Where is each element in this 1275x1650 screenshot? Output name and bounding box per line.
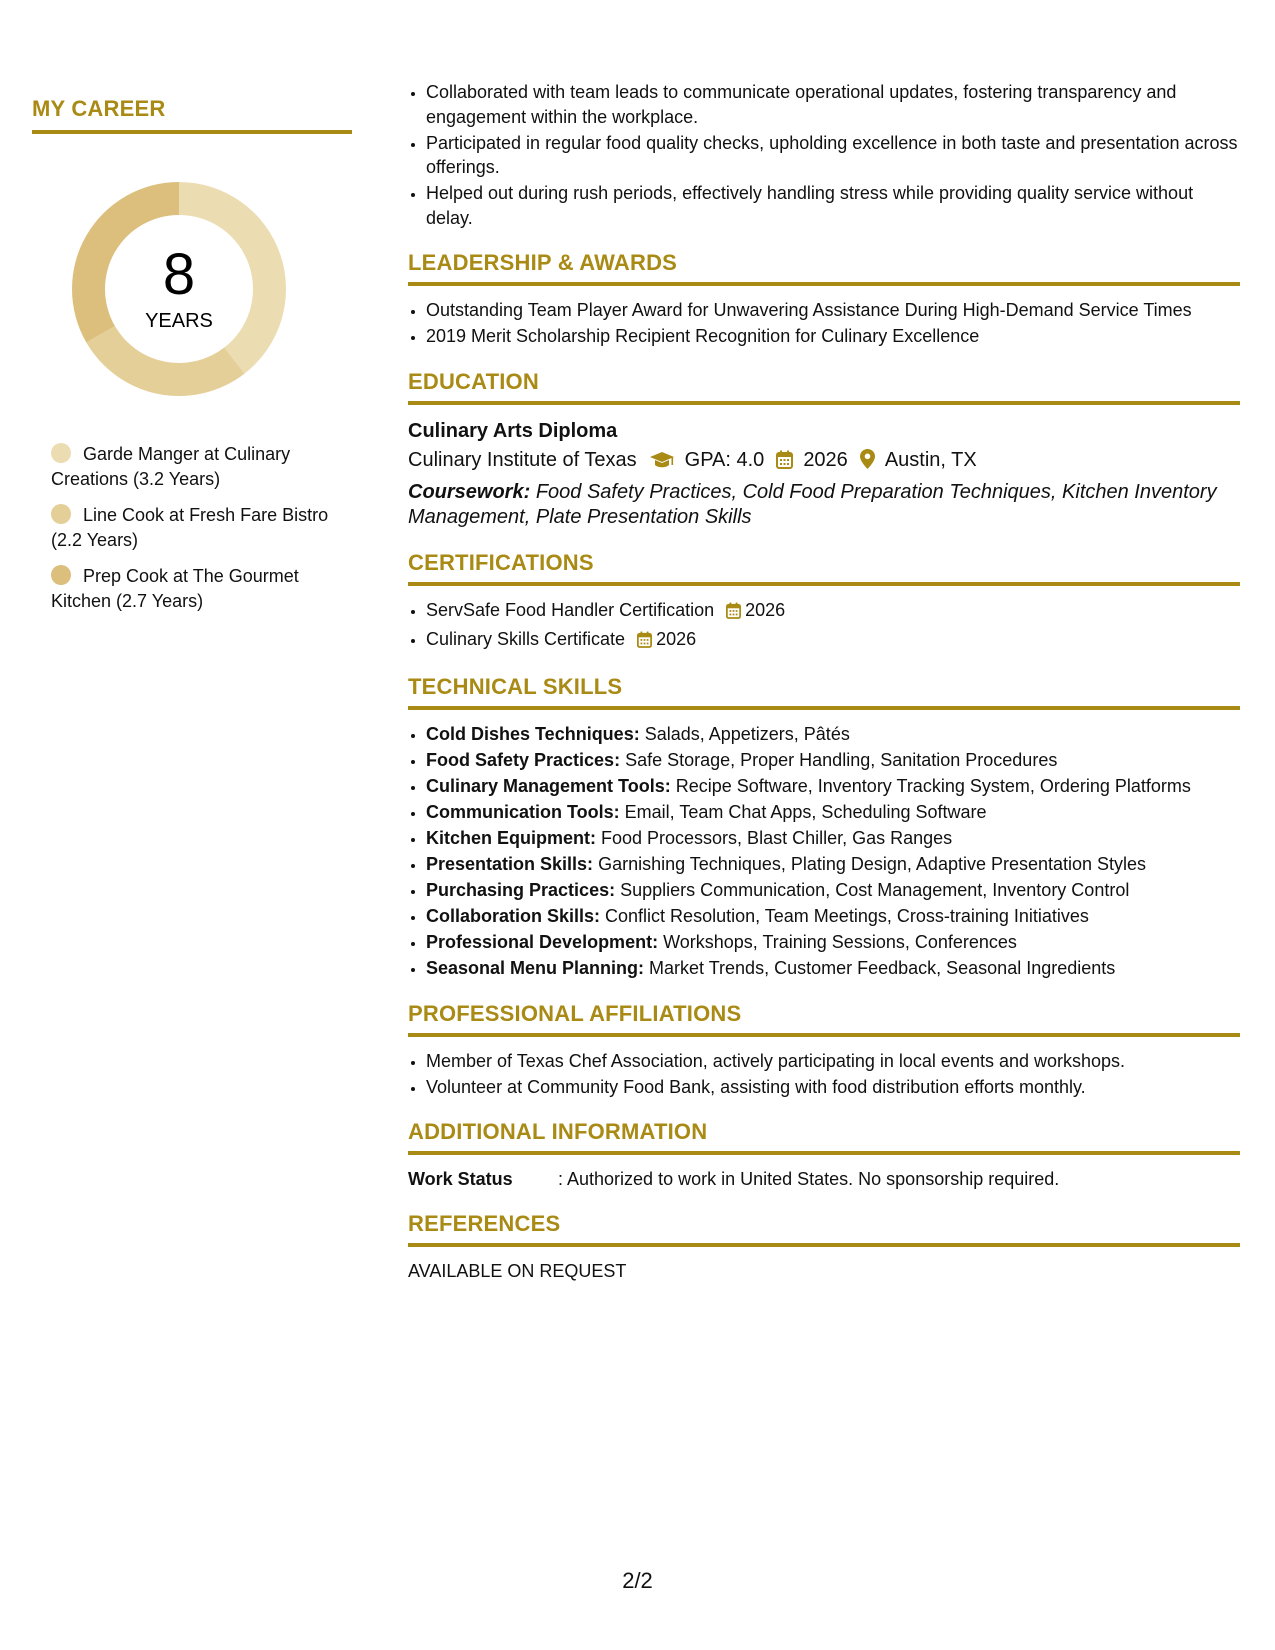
skill-label: Food Safety Practices: — [426, 750, 621, 770]
affiliations-title: PROFESSIONAL AFFILIATIONS — [408, 1001, 1240, 1037]
location-pin-icon — [860, 448, 875, 478]
legend-dot — [51, 565, 71, 585]
legend-label: Prep Cook at The Gourmet Kitchen (2.7 Years) — [51, 566, 299, 611]
education-details — [408, 445, 1240, 478]
skill-value: Conflict Resolution, Team Meetings, Cross-training Initiatives — [600, 906, 1089, 926]
legend-dot — [51, 443, 71, 463]
total-years-unit: YEARS — [145, 309, 213, 332]
skill-value: Suppliers Communication, Cost Management, Inventory Control — [615, 880, 1130, 900]
work-status-value: : Authorized to work in United States. No sponsorship required. — [558, 1169, 1060, 1189]
list-item — [426, 826, 1240, 851]
additional-info-title: ADDITIONAL INFORMATION — [408, 1119, 1240, 1155]
references-title: REFERENCES — [408, 1211, 1240, 1247]
list-item — [426, 904, 1240, 929]
certifications-list — [408, 598, 1240, 655]
list-item: • Collaborated with team leads to communicate operational updates, fostering transparency and engagement within the workplace. — [426, 80, 1240, 129]
skill-label: Collaboration Skills: — [426, 906, 601, 926]
skill-value: Safe Storage, Proper Handling, Sanitation Procedures — [620, 750, 1058, 770]
education-location: Austin, TX — [884, 448, 977, 471]
list-item: • Volunteer at Community Food Bank, assisting with food distribution efforts monthly. — [426, 1075, 1240, 1100]
list-item: • Member of Texas Chef Association, actively participating in local events and workshops. — [426, 1049, 1240, 1074]
education-coursework — [408, 480, 1240, 530]
cert-name: Culinary Skills Certificate — [426, 628, 626, 649]
skill-value: Workshops, Training Sessions, Conferences — [658, 932, 1017, 952]
references-text: AVAILABLE ON REQUEST — [408, 1261, 627, 1281]
skill-value: Garnishing Techniques, Plating Design, Adaptive Presentation Styles — [593, 854, 1147, 874]
career-donut-chart — [64, 174, 294, 404]
career-column — [32, 96, 352, 625]
legend-label: Garde Manger at Culinary Creations (3.2 Years) — [51, 444, 291, 489]
skill-label: Culinary Management Tools: — [426, 776, 671, 796]
skill-label: Professional Development: — [426, 932, 659, 952]
skill-value: Market Trends, Customer Feedback, Seasonal Ingredients — [644, 958, 1116, 978]
donut-center — [64, 174, 294, 404]
list-item — [426, 774, 1240, 799]
skill-label: Communication Tools: — [426, 802, 620, 822]
skill-value: Email, Team Chat Apps, Scheduling Software — [619, 802, 987, 822]
list-item: • Helped out during rush periods, effectively handling stress while providing quality service without delay. — [426, 181, 1240, 230]
cert-year: 2026 — [656, 628, 697, 649]
list-item — [426, 748, 1240, 773]
cert-year: 2026 — [745, 599, 786, 620]
work-status-row — [408, 1167, 1240, 1191]
calendar-icon — [776, 448, 793, 478]
list-item — [426, 627, 1240, 655]
list-item — [426, 722, 1240, 747]
skill-value: Food Processors, Blast Chiller, Gas Ranges — [596, 828, 953, 848]
total-years-value: 8 — [162, 241, 196, 307]
coursework-label: Coursework: — [408, 480, 531, 503]
list-item — [426, 598, 1240, 626]
education-year: 2026 — [803, 448, 848, 471]
education-gpa: GPA: 4.0 — [684, 448, 765, 471]
list-item: • Outstanding Team Player Award for Unwavering Assistance During High-Demand Service Times — [426, 298, 1240, 323]
skill-label: Seasonal Menu Planning: — [426, 958, 645, 978]
leadership-list — [408, 298, 1240, 349]
experience-bullets — [408, 80, 1240, 230]
graduation-cap-icon — [649, 448, 675, 478]
career-legend — [51, 442, 331, 614]
skill-value: Salads, Appetizers, Pâtés — [639, 724, 850, 744]
education-school: Culinary Institute of Texas — [408, 448, 637, 471]
list-item — [426, 956, 1240, 981]
list-item — [426, 852, 1240, 877]
calendar-icon — [637, 630, 652, 655]
list-item — [426, 878, 1240, 903]
list-item — [426, 930, 1240, 955]
skill-label: Presentation Skills: — [426, 854, 594, 874]
work-status-label: Work Status — [408, 1169, 513, 1189]
legend-label: Line Cook at Fresh Fare Bistro (2.2 Years) — [51, 505, 329, 550]
skills-list — [408, 722, 1240, 981]
main-column — [408, 80, 1240, 1283]
education-title: EDUCATION — [408, 369, 1240, 405]
legend-dot — [51, 504, 71, 524]
page-number: 2/2 — [622, 1568, 653, 1593]
skill-label: Cold Dishes Techniques: — [426, 724, 640, 744]
legend-item — [51, 442, 331, 492]
list-item — [426, 800, 1240, 825]
leadership-title: LEADERSHIP & AWARDS — [408, 250, 1240, 286]
certifications-title: CERTIFICATIONS — [408, 550, 1240, 586]
list-item: • Participated in regular food quality checks, upholding excellence in both taste and presentation across offerings. — [426, 131, 1240, 180]
skill-value: Recipe Software, Inventory Tracking System, Ordering Platforms — [670, 776, 1191, 796]
list-item: • 2019 Merit Scholarship Recipient Recognition for Culinary Excellence — [426, 324, 1240, 349]
skills-title: TECHNICAL SKILLS — [408, 674, 1240, 710]
calendar-icon — [726, 601, 741, 626]
legend-item — [51, 503, 331, 553]
coursework-value: Food Safety Practices, Cold Food Preparation Techniques, Kitchen Inventory Management, Plate Presentation Skills — [408, 480, 1217, 528]
career-title: MY CAREER — [32, 96, 352, 134]
affiliations-list — [408, 1049, 1240, 1100]
skill-label: Kitchen Equipment: — [426, 828, 596, 848]
education-degree: Culinary Arts Diploma — [408, 419, 618, 442]
legend-item — [51, 564, 331, 614]
cert-name: ServSafe Food Handler Certification — [426, 599, 715, 620]
skill-label: Purchasing Practices: — [426, 880, 616, 900]
